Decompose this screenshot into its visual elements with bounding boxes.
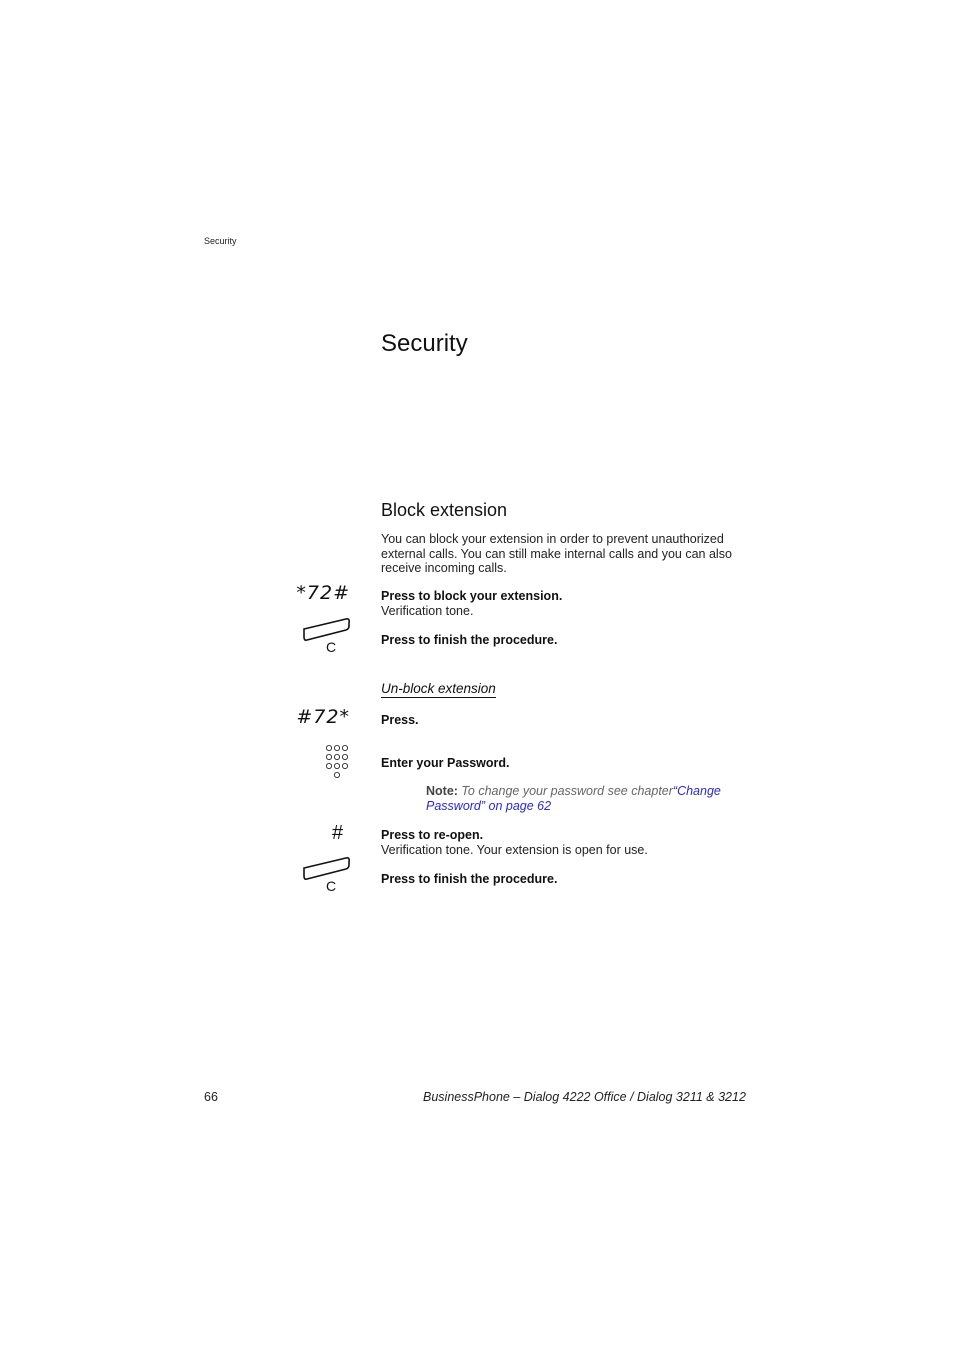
step-press-block: Press to block your extension. (381, 589, 563, 603)
note-text: To change your password see chapter (457, 784, 673, 798)
note-label: Note: (426, 784, 458, 798)
section-intro: You can block your extension in order to prevent unauthorized external calls. You can still make internal calls and you can also receive incoming calls. (381, 532, 732, 575)
subheading-unblock: Un-block extension (381, 681, 496, 696)
step-reopen: Press to re-open. (381, 828, 484, 842)
running-head: Security (204, 236, 237, 246)
section-title: Block extension (381, 500, 508, 520)
footer-title: BusinessPhone – Dialog 4222 Office / Dialog 3211 & 3212 (423, 1090, 746, 1104)
note-change-password (426, 784, 746, 813)
link-change-password[interactable]: “Change Password” on page 62 (426, 784, 721, 813)
code-unblock-extension: #72* (296, 706, 350, 728)
clear-key-label: C (326, 639, 337, 655)
step-finish-block: Press to finish the procedure. (381, 633, 558, 647)
clear-key-icon (302, 617, 352, 655)
page-number: 66 (204, 1090, 218, 1104)
chapter-title: Security (381, 330, 468, 357)
step-enter-password: Enter your Password. (381, 756, 510, 770)
step-finish-unblock: Press to finish the procedure. (381, 872, 558, 886)
clear-key-icon (302, 856, 352, 894)
code-block-extension: *72# (296, 582, 350, 604)
step-verification: Verification tone. (381, 604, 474, 618)
hash-key-icon: # (332, 822, 344, 844)
keypad-icon (325, 744, 351, 780)
step-press: Press. (381, 713, 419, 727)
clear-key-label: C (326, 878, 337, 894)
step-reopen-detail: Verification tone. Your extension is open for use. (381, 843, 648, 857)
